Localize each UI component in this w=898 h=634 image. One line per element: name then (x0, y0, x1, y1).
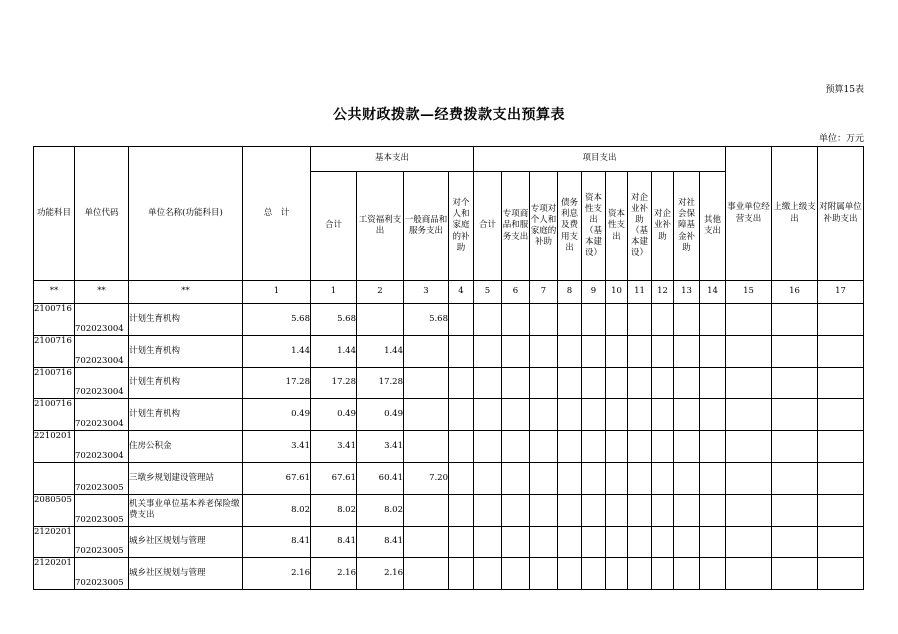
empty-cell (700, 399, 726, 431)
empty-cell (628, 462, 652, 494)
empty-cell (628, 526, 652, 558)
empty-cell (502, 558, 530, 590)
basic-total-cell: 17.28 (311, 367, 357, 399)
column-index-cell: 2 (357, 281, 404, 304)
empty-cell (652, 367, 674, 399)
func-code-cell: 2210201 (34, 431, 75, 463)
header-basic-subsidy: 对个人和家庭的补助 (449, 172, 474, 281)
header-func-code: 功能科目 (34, 147, 75, 281)
empty-cell (474, 304, 502, 336)
empty-cell (474, 367, 502, 399)
empty-cell (726, 526, 772, 558)
empty-cell (726, 335, 772, 367)
empty-cell (558, 367, 582, 399)
unit-name-cell: 机关事业单位基本养老保险缴费支出 (129, 494, 243, 526)
empty-cell (449, 335, 474, 367)
empty-cell (558, 462, 582, 494)
unit-name-cell: 计划生育机构 (129, 367, 243, 399)
empty-cell (530, 399, 558, 431)
empty-cell (582, 304, 606, 336)
func-code-cell (34, 462, 75, 494)
goods-cell (404, 335, 449, 367)
unit-code-cell: 702023005 (75, 558, 129, 590)
basic-total-cell: 0.49 (311, 399, 357, 431)
unit-code-cell: 702023005 (75, 494, 129, 526)
header-project-group: 项目支出 (474, 147, 726, 172)
empty-cell (818, 399, 864, 431)
empty-cell (726, 304, 772, 336)
empty-cell (628, 304, 652, 336)
unit-code-cell: 702023005 (75, 462, 129, 494)
total-cell: 1.44 (243, 335, 311, 367)
goods-cell: 7.20 (404, 462, 449, 494)
empty-cell (449, 494, 474, 526)
empty-cell (652, 399, 674, 431)
empty-cell (606, 558, 628, 590)
empty-cell (502, 367, 530, 399)
header-affiliate: 对附属单位补助支出 (818, 147, 864, 281)
empty-cell (558, 304, 582, 336)
unit-code-cell: 702023004 (75, 399, 129, 431)
wages-cell: 8.41 (357, 526, 404, 558)
table-row (34, 462, 864, 494)
goods-cell (404, 399, 449, 431)
header-project-social: 对社会保障基金补助 (674, 172, 700, 281)
func-code-cell: 2100716 (34, 367, 75, 399)
table-row (34, 367, 864, 399)
empty-cell (582, 431, 606, 463)
header-project-capital-basic: 资本性支出（基本建设） (582, 172, 606, 281)
empty-cell (582, 462, 606, 494)
column-index-cell: 15 (726, 281, 772, 304)
goods-cell (404, 431, 449, 463)
form-number: 预算15表 (825, 85, 864, 95)
wages-cell: 0.49 (357, 399, 404, 431)
func-code-cell: 2120201 (34, 526, 75, 558)
basic-total-cell: 5.68 (311, 304, 357, 336)
empty-cell (628, 431, 652, 463)
empty-cell (726, 558, 772, 590)
empty-cell (449, 526, 474, 558)
wages-cell (357, 304, 404, 336)
basic-total-cell: 67.61 (311, 462, 357, 494)
empty-cell (530, 462, 558, 494)
goods-cell: 5.68 (404, 304, 449, 336)
empty-cell (530, 526, 558, 558)
unit-name-cell: 城乡社区规划与管理 (129, 558, 243, 590)
empty-cell (449, 399, 474, 431)
empty-cell (726, 462, 772, 494)
header-basic-group: 基本支出 (311, 147, 474, 172)
empty-cell (652, 558, 674, 590)
empty-cell (449, 367, 474, 399)
empty-cell (674, 367, 700, 399)
empty-cell (700, 558, 726, 590)
empty-cell (700, 335, 726, 367)
header-project-capital: 资本性支出 (606, 172, 628, 281)
empty-cell (474, 558, 502, 590)
empty-cell (582, 526, 606, 558)
empty-cell (474, 399, 502, 431)
header-unit-name: 单位名称(功能科目) (129, 147, 243, 281)
column-index-cell: 3 (404, 281, 449, 304)
empty-cell (606, 399, 628, 431)
empty-cell (700, 431, 726, 463)
column-index-cell: 7 (530, 281, 558, 304)
empty-cell (674, 304, 700, 336)
empty-cell (502, 526, 530, 558)
empty-cell (474, 462, 502, 494)
empty-cell (726, 494, 772, 526)
empty-cell (474, 494, 502, 526)
empty-cell (674, 335, 700, 367)
empty-cell (674, 558, 700, 590)
empty-cell (700, 367, 726, 399)
empty-cell (530, 558, 558, 590)
empty-cell (474, 526, 502, 558)
empty-cell (606, 367, 628, 399)
empty-cell (674, 431, 700, 463)
header-project-other: 其他支出 (700, 172, 726, 281)
empty-cell (652, 462, 674, 494)
unit-code-cell: 702023004 (75, 304, 129, 336)
empty-cell (449, 431, 474, 463)
header-upper: 上缴上级支出 (772, 147, 818, 281)
unit-code-cell: 702023004 (75, 335, 129, 367)
empty-cell (818, 335, 864, 367)
goods-cell (404, 526, 449, 558)
empty-cell (530, 335, 558, 367)
empty-cell (582, 367, 606, 399)
column-index-cell: 14 (700, 281, 726, 304)
page-title: 公共财政拨款—经费拨款支出预算表 (333, 107, 565, 123)
column-index-row (34, 281, 864, 304)
column-index-cell: 16 (772, 281, 818, 304)
header-unit-code: 单位代码 (75, 147, 129, 281)
func-code-cell: 2100716 (34, 335, 75, 367)
empty-cell (530, 431, 558, 463)
table-row (34, 335, 864, 367)
unit-name-cell: 三墩乡规划建设管理站 (129, 462, 243, 494)
empty-cell (772, 367, 818, 399)
empty-cell (726, 431, 772, 463)
empty-cell (558, 335, 582, 367)
header-basic-total: 合计 (311, 172, 357, 281)
empty-cell (772, 462, 818, 494)
header-project-ent-subsidy: 对企业补助 (652, 172, 674, 281)
header-project-special-subsidy: 专项对个人和家庭的补助 (530, 172, 558, 281)
empty-cell (674, 494, 700, 526)
empty-cell (652, 431, 674, 463)
column-index-cell: ** (34, 281, 75, 304)
empty-cell (818, 367, 864, 399)
empty-cell (652, 494, 674, 526)
goods-cell (404, 558, 449, 590)
empty-cell (772, 431, 818, 463)
empty-cell (502, 399, 530, 431)
empty-cell (772, 304, 818, 336)
basic-total-cell: 8.41 (311, 526, 357, 558)
total-cell: 67.61 (243, 462, 311, 494)
empty-cell (674, 399, 700, 431)
empty-cell (558, 431, 582, 463)
header-business: 事业单位经营支出 (726, 147, 772, 281)
wages-cell: 1.44 (357, 335, 404, 367)
header-project-special-goods: 专项商品和服务支出 (502, 172, 530, 281)
empty-cell (772, 558, 818, 590)
empty-cell (502, 304, 530, 336)
empty-cell (772, 494, 818, 526)
unit-name-cell: 计划生育机构 (129, 335, 243, 367)
empty-cell (558, 558, 582, 590)
goods-cell (404, 367, 449, 399)
empty-cell (582, 558, 606, 590)
empty-cell (628, 367, 652, 399)
empty-cell (606, 431, 628, 463)
table-row (34, 304, 864, 336)
empty-cell (726, 399, 772, 431)
column-index-cell: 5 (474, 281, 502, 304)
column-index-cell: 8 (558, 281, 582, 304)
empty-cell (502, 462, 530, 494)
empty-cell (502, 335, 530, 367)
total-cell: 17.28 (243, 367, 311, 399)
budget-table (33, 146, 864, 590)
wages-cell: 17.28 (357, 367, 404, 399)
goods-cell (404, 494, 449, 526)
empty-cell (818, 526, 864, 558)
column-index-cell: ** (129, 281, 243, 304)
total-cell: 5.68 (243, 304, 311, 336)
empty-cell (606, 335, 628, 367)
empty-cell (674, 526, 700, 558)
empty-cell (606, 462, 628, 494)
column-index-cell: 1 (311, 281, 357, 304)
empty-cell (606, 304, 628, 336)
unit-name-cell: 城乡社区规划与管理 (129, 526, 243, 558)
empty-cell (700, 526, 726, 558)
total-cell: 0.49 (243, 399, 311, 431)
header-basic-wages: 工资福利支出 (357, 172, 404, 281)
unit-name-cell: 住房公积金 (129, 431, 243, 463)
empty-cell (449, 304, 474, 336)
column-index-cell: 13 (674, 281, 700, 304)
unit-name-cell: 计划生育机构 (129, 399, 243, 431)
empty-cell (502, 431, 530, 463)
empty-cell (474, 431, 502, 463)
empty-cell (700, 494, 726, 526)
func-code-cell: 2080505 (34, 494, 75, 526)
table-row (34, 526, 864, 558)
empty-cell (530, 494, 558, 526)
empty-cell (726, 367, 772, 399)
empty-cell (558, 526, 582, 558)
func-code-cell: 2100716 (34, 399, 75, 431)
empty-cell (700, 304, 726, 336)
wages-cell: 3.41 (357, 431, 404, 463)
empty-cell (628, 335, 652, 367)
total-cell: 8.41 (243, 526, 311, 558)
table-row (34, 431, 864, 463)
empty-cell (582, 399, 606, 431)
empty-cell (530, 304, 558, 336)
wages-cell: 60.41 (357, 462, 404, 494)
basic-total-cell: 1.44 (311, 335, 357, 367)
total-cell: 2.16 (243, 558, 311, 590)
empty-cell (674, 462, 700, 494)
empty-cell (558, 494, 582, 526)
empty-cell (652, 526, 674, 558)
empty-cell (582, 494, 606, 526)
basic-total-cell: 3.41 (311, 431, 357, 463)
unit-code-cell: 702023004 (75, 367, 129, 399)
empty-cell (628, 399, 652, 431)
basic-total-cell: 2.16 (311, 558, 357, 590)
wages-cell: 8.02 (357, 494, 404, 526)
func-code-cell: 2120201 (34, 558, 75, 590)
total-cell: 8.02 (243, 494, 311, 526)
column-index-cell: 12 (652, 281, 674, 304)
table-row (34, 399, 864, 431)
column-index-cell: 4 (449, 281, 474, 304)
header-basic-goods: 一般商品和服务支出 (404, 172, 449, 281)
unit-label: 单位：万元 (818, 134, 864, 144)
empty-cell (582, 335, 606, 367)
basic-total-cell: 8.02 (311, 494, 357, 526)
empty-cell (818, 558, 864, 590)
empty-cell (818, 462, 864, 494)
empty-cell (558, 399, 582, 431)
column-index-cell: 9 (582, 281, 606, 304)
column-index-cell: 1 (243, 281, 311, 304)
column-index-cell: 11 (628, 281, 652, 304)
header-total: 总 计 (243, 147, 311, 281)
empty-cell (606, 494, 628, 526)
empty-cell (772, 335, 818, 367)
column-index-cell: 6 (502, 281, 530, 304)
total-cell: 3.41 (243, 431, 311, 463)
empty-cell (772, 526, 818, 558)
empty-cell (628, 494, 652, 526)
table-row (34, 494, 864, 526)
unit-name-cell: 计划生育机构 (129, 304, 243, 336)
wages-cell: 2.16 (357, 558, 404, 590)
column-index-cell: 10 (606, 281, 628, 304)
unit-code-cell: 702023004 (75, 431, 129, 463)
empty-cell (700, 462, 726, 494)
column-index-cell: ** (75, 281, 129, 304)
header-project-debt: 债务利息及费用支出 (558, 172, 582, 281)
empty-cell (818, 431, 864, 463)
empty-cell (652, 335, 674, 367)
empty-cell (606, 526, 628, 558)
empty-cell (818, 494, 864, 526)
empty-cell (818, 304, 864, 336)
empty-cell (628, 558, 652, 590)
empty-cell (530, 367, 558, 399)
table-row (34, 558, 864, 590)
empty-cell (772, 399, 818, 431)
header-project-total: 合计 (474, 172, 502, 281)
empty-cell (474, 335, 502, 367)
empty-cell (449, 558, 474, 590)
header-project-ent-subsidy-basic: 对企业补助（基本建设） (628, 172, 652, 281)
empty-cell (502, 494, 530, 526)
unit-code-cell: 702023005 (75, 526, 129, 558)
func-code-cell: 2100716 (34, 304, 75, 336)
empty-cell (449, 462, 474, 494)
empty-cell (652, 304, 674, 336)
column-index-cell: 17 (818, 281, 864, 304)
